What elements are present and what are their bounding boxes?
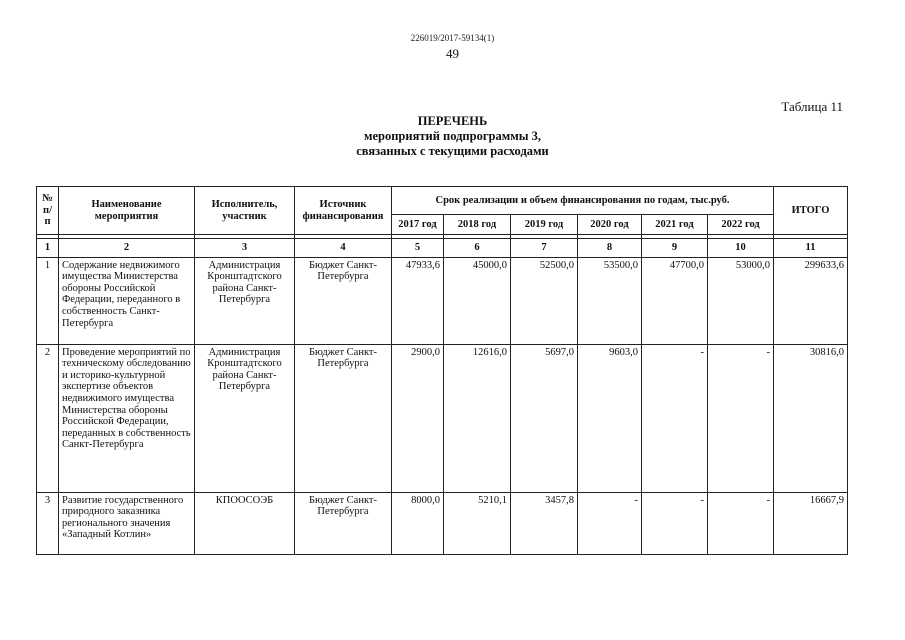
row-value-2019: 52500,0: [511, 257, 578, 344]
row-executor: Администрация Кронштадтского района Санкт-Петербурга: [195, 344, 295, 492]
header-num: [37, 187, 59, 235]
row-value-2018: 45000,0: [444, 257, 511, 344]
row-source: Бюджет Санкт-Петербурга: [295, 492, 392, 554]
row-num: 3: [37, 492, 59, 554]
header-executor-text: Исполнитель, участник: [211, 198, 278, 222]
row-value-2021: -: [642, 344, 708, 492]
row-name: Проведение мероприятий по техническому обследованию и историко-культурной экспертизе объектов недвижимого имущества Министерства обороны Российской Федерации, переданных в собственность Санкт-Петербурга: [59, 344, 195, 492]
header-year-2019: 2019 год: [511, 215, 578, 235]
header-period: Срок реализации и объем финансирования по годам, тыс.руб.: [392, 187, 774, 215]
row-value-2021: -: [642, 492, 708, 554]
document-registration-number: 226019/2017-59134(1): [410, 33, 495, 43]
title-line-3: связанных с текущими расходами: [356, 144, 549, 158]
row-value-2022: 53000,0: [708, 257, 774, 344]
column-number: 1: [37, 239, 59, 258]
column-number: 6: [444, 239, 511, 258]
header-name-text: Наименование мероприятия: [91, 198, 162, 222]
row-name: Развитие государственного природного заказника регионального значения «Западный Котлин»: [59, 492, 195, 554]
row-value-2017: 8000,0: [392, 492, 444, 554]
column-number: 2: [59, 239, 195, 258]
row-value-2020: 53500,0: [578, 257, 642, 344]
header-num-text: № п/п: [42, 193, 53, 228]
column-number: 4: [295, 239, 392, 258]
column-number: 9: [642, 239, 708, 258]
row-name: Содержание недвижимого имущества Министерства обороны Российской Федерации, переданного в собственность Санкт-Петербурга: [59, 257, 195, 344]
column-number: 11: [774, 239, 848, 258]
row-total: 16667,9: [774, 492, 848, 554]
row-value-2018: 5210,1: [444, 492, 511, 554]
row-value-2017: 2900,0: [392, 344, 444, 492]
row-value-2021: 47700,0: [642, 257, 708, 344]
row-total: 299633,6: [774, 257, 848, 344]
column-number: 3: [195, 239, 295, 258]
row-source: Бюджет Санкт-Петербурга: [295, 257, 392, 344]
column-number: 5: [392, 239, 444, 258]
page-number: 49: [446, 46, 459, 61]
row-value-2019: 3457,8: [511, 492, 578, 554]
activities-table: [36, 186, 848, 555]
table-row: [37, 344, 848, 492]
title-line-2: мероприятий подпрограммы 3,: [363, 129, 542, 143]
column-number-row: [37, 239, 848, 258]
document-title: [0, 114, 905, 159]
header-year-2020: 2020 год: [578, 215, 642, 235]
row-value-2018: 12616,0: [444, 344, 511, 492]
header-year-2021: 2021 год: [642, 215, 708, 235]
header-year-2017: 2017 год: [392, 215, 444, 235]
row-value-2020: 9603,0: [578, 344, 642, 492]
table-label: Таблица 11: [781, 99, 843, 114]
row-total: 30816,0: [774, 344, 848, 492]
row-num: 2: [37, 344, 59, 492]
header-source-text: Источник финансирования: [302, 198, 384, 222]
row-value-2022: -: [708, 492, 774, 554]
title-line-1: ПЕРЕЧЕНЬ: [417, 114, 488, 128]
header-year-2018: 2018 год: [444, 215, 511, 235]
header-year-2022: 2022 год: [708, 215, 774, 235]
row-executor: КПООСОЭБ: [195, 492, 295, 554]
header-executor: [195, 187, 295, 235]
header-name: [59, 187, 195, 235]
row-value-2022: -: [708, 344, 774, 492]
column-number: 8: [578, 239, 642, 258]
table-row: [37, 257, 848, 344]
row-value-2020: -: [578, 492, 642, 554]
header-total: ИТОГО: [774, 187, 848, 235]
header-source: [295, 187, 392, 235]
row-executor: Администрация Кронштадтского района Санкт-Петербурга: [195, 257, 295, 344]
row-num: 1: [37, 257, 59, 344]
row-value-2019: 5697,0: [511, 344, 578, 492]
table-row: [37, 492, 848, 554]
column-number: 10: [708, 239, 774, 258]
column-number: 7: [511, 239, 578, 258]
row-value-2017: 47933,6: [392, 257, 444, 344]
row-source: Бюджет Санкт-Петербурга: [295, 344, 392, 492]
